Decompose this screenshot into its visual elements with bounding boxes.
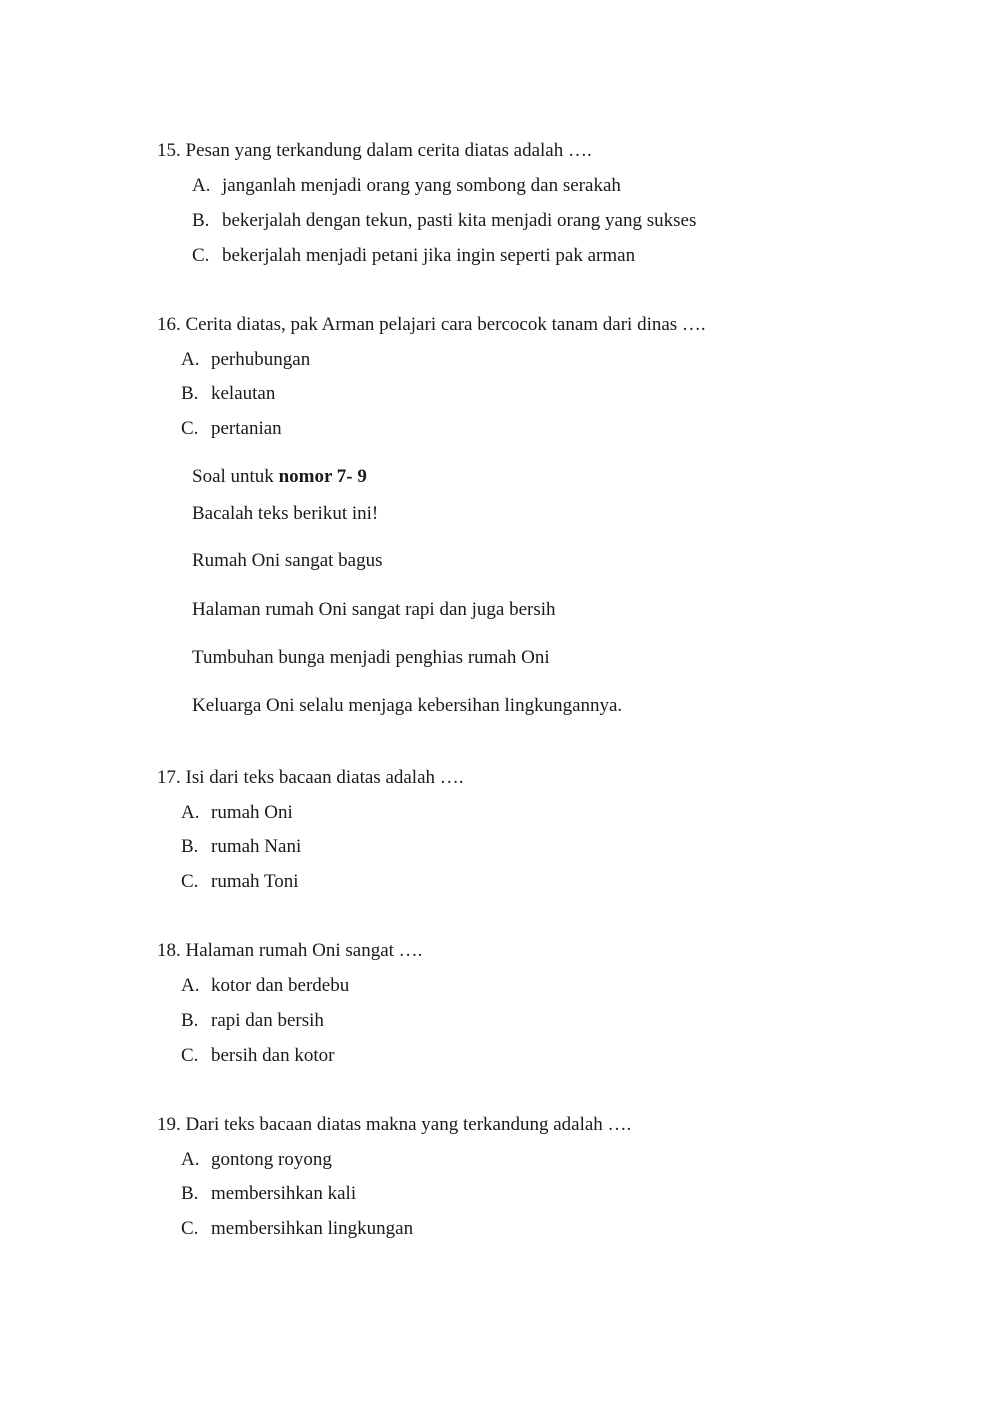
option-text: gontong royong: [211, 1149, 332, 1170]
question-19-option-a: [181, 1148, 332, 1172]
question-17-option-c: [181, 870, 299, 894]
question-18-option-b: [181, 1009, 324, 1033]
question-19-option-b: [181, 1182, 356, 1206]
question-19-option-c: [181, 1217, 413, 1241]
option-text: rumah Nani: [211, 836, 302, 857]
question-17-text: 17. Isi dari teks bacaan diatas adalah ….: [157, 767, 464, 788]
option-letter: B.: [181, 836, 199, 857]
option-text: pertanian: [211, 418, 282, 439]
option-text: rapi dan bersih: [211, 1010, 324, 1031]
passage-line: Rumah Oni sangat bagus: [192, 550, 383, 571]
option-letter: C.: [192, 245, 210, 266]
passage-line: Tumbuhan bunga menjadi penghias rumah Oni: [192, 647, 550, 668]
question-15-option-c: [192, 244, 635, 268]
option-letter: B.: [181, 383, 199, 404]
option-text: rumah Oni: [211, 802, 293, 823]
option-letter: B.: [181, 1183, 199, 1204]
option-letter: B.: [181, 1010, 199, 1031]
option-text: janganlah menjadi orang yang sombong dan serakah: [222, 175, 621, 196]
passage-heading-prefix: Soal untuk: [192, 466, 279, 487]
question-15-option-b: [192, 209, 696, 233]
option-text: kelautan: [211, 383, 276, 404]
passage-line: Keluarga Oni selalu menjaga kebersihan lingkungannya.: [192, 695, 623, 716]
question-16-text: 16. Cerita diatas, pak Arman pelajari cara bercocok tanam dari dinas ….: [157, 314, 706, 335]
option-letter: A.: [192, 175, 211, 196]
option-letter: A.: [181, 1149, 200, 1170]
passage-line: Halaman rumah Oni sangat rapi dan juga bersih: [192, 599, 556, 620]
option-letter: C.: [181, 1045, 199, 1066]
option-text: perhubungan: [211, 349, 311, 370]
option-letter: A.: [181, 975, 200, 996]
passage-heading-range: nomor 7- 9: [278, 466, 367, 487]
question-16-option-c: [181, 417, 282, 441]
option-letter: C.: [181, 871, 199, 892]
option-letter: B.: [192, 210, 210, 231]
passage-instruction: Bacalah teks berikut ini!: [192, 503, 379, 524]
question-17-option-b: [181, 835, 301, 859]
question-17-option-a: [181, 801, 293, 825]
passage-heading: [192, 465, 367, 489]
question-19-text: 19. Dari teks bacaan diatas makna yang terkandung adalah ….: [157, 1114, 632, 1135]
option-text: rumah Toni: [211, 871, 299, 892]
option-text: membersihkan lingkungan: [211, 1218, 414, 1239]
question-16-option-a: [181, 348, 310, 372]
question-15-text: 15. Pesan yang terkandung dalam cerita diatas adalah ….: [157, 140, 592, 161]
option-letter: C.: [181, 1218, 199, 1239]
question-18-text: 18. Halaman rumah Oni sangat ….: [157, 940, 423, 961]
option-text: bekerjalah menjadi petani jika ingin seperti pak arman: [222, 245, 636, 266]
option-text: kotor dan berdebu: [211, 975, 350, 996]
option-text: bersih dan kotor: [211, 1045, 335, 1066]
option-text: membersihkan kali: [211, 1183, 357, 1204]
question-16-option-b: [181, 382, 275, 406]
question-18-option-c: [181, 1044, 334, 1068]
question-18-option-a: [181, 974, 349, 998]
option-letter: A.: [181, 802, 200, 823]
question-15-option-a: [192, 174, 621, 198]
option-text: bekerjalah dengan tekun, pasti kita menjadi orang yang sukses: [222, 210, 697, 231]
option-letter: A.: [181, 349, 200, 370]
option-letter: C.: [181, 418, 199, 439]
